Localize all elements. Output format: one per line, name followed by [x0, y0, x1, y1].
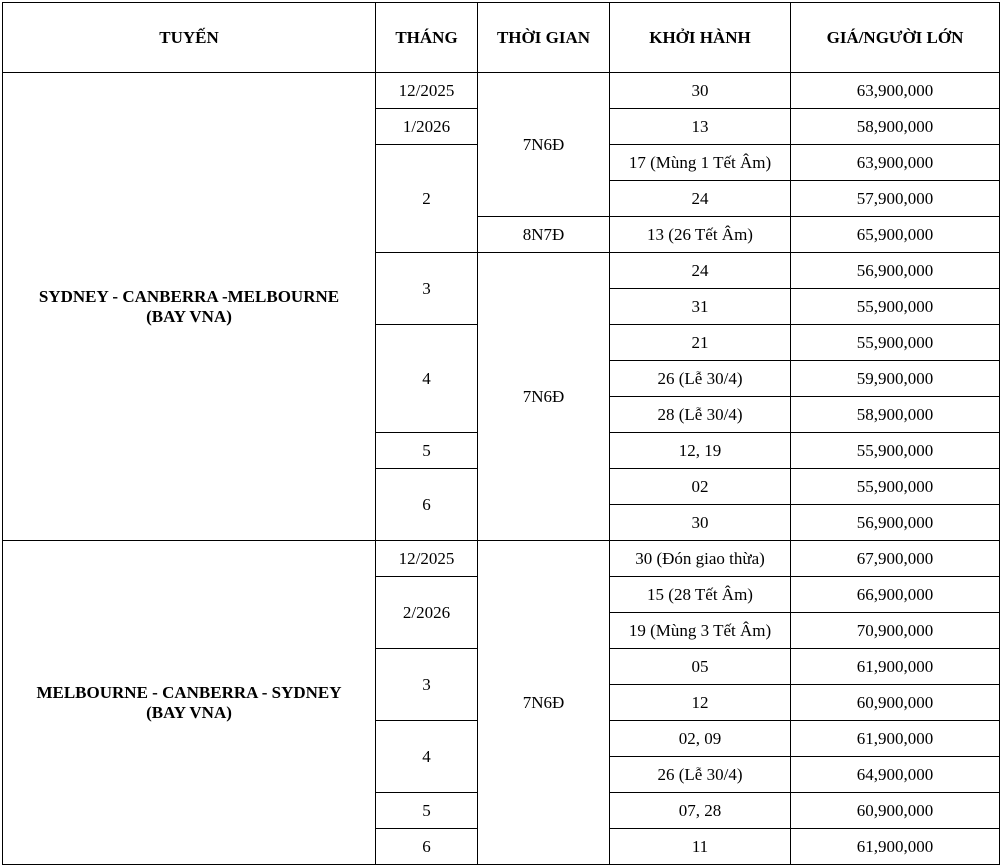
departure-cell: 30 — [610, 73, 791, 109]
departure-cell: 21 — [610, 325, 791, 361]
departure-cell: 24 — [610, 181, 791, 217]
price-cell: 59,900,000 — [791, 361, 1000, 397]
departure-cell: 30 — [610, 505, 791, 541]
price-cell: 70,900,000 — [791, 613, 1000, 649]
departure-cell: 13 — [610, 109, 791, 145]
month-cell: 2/2026 — [376, 577, 478, 649]
price-cell: 64,900,000 — [791, 757, 1000, 793]
price-cell: 66,900,000 — [791, 577, 1000, 613]
duration-cell: 7N6Đ — [478, 541, 610, 865]
duration-cell: 7N6Đ — [478, 73, 610, 217]
route-cell — [3, 73, 376, 541]
header-price: GIÁ/NGƯỜI LỚN — [791, 3, 1000, 73]
month-cell: 3 — [376, 649, 478, 721]
table-row — [3, 73, 1000, 109]
route-name: SYDNEY - CANBERRA -MELBOURNE — [38, 286, 340, 306]
price-cell: 67,900,000 — [791, 541, 1000, 577]
price-cell: 55,900,000 — [791, 325, 1000, 361]
price-cell: 61,900,000 — [791, 829, 1000, 865]
month-cell: 3 — [376, 253, 478, 325]
header-route: TUYẾN — [3, 3, 376, 73]
price-cell: 55,900,000 — [791, 433, 1000, 469]
header-duration: THỜI GIAN — [478, 3, 610, 73]
route-airline: (BAY VNA) — [146, 702, 232, 722]
departure-cell: 24 — [610, 253, 791, 289]
departure-cell: 26 (Lễ 30/4) — [610, 757, 791, 793]
price-cell: 60,900,000 — [791, 685, 1000, 721]
header-month: THÁNG — [376, 3, 478, 73]
month-cell: 4 — [376, 325, 478, 433]
month-cell: 4 — [376, 721, 478, 793]
departure-cell: 15 (28 Tết Âm) — [610, 577, 791, 613]
departure-cell: 02, 09 — [610, 721, 791, 757]
table-row — [3, 541, 1000, 577]
month-cell: 5 — [376, 433, 478, 469]
departure-cell: 12 — [610, 685, 791, 721]
departure-cell: 02 — [610, 469, 791, 505]
route-name: MELBOURNE - CANBERRA - SYDNEY — [36, 682, 342, 702]
departure-cell: 13 (26 Tết Âm) — [610, 217, 791, 253]
price-cell: 55,900,000 — [791, 469, 1000, 505]
departure-cell: 11 — [610, 829, 791, 865]
duration-cell: 7N6Đ — [478, 253, 610, 541]
price-cell: 58,900,000 — [791, 397, 1000, 433]
price-cell: 63,900,000 — [791, 73, 1000, 109]
table-header-row — [3, 3, 1000, 73]
departure-cell: 31 — [610, 289, 791, 325]
price-cell: 56,900,000 — [791, 505, 1000, 541]
header-departure: KHỞI HÀNH — [610, 3, 791, 73]
departure-cell: 28 (Lễ 30/4) — [610, 397, 791, 433]
price-cell: 61,900,000 — [791, 649, 1000, 685]
departure-cell: 05 — [610, 649, 791, 685]
departure-cell: 12, 19 — [610, 433, 791, 469]
departure-cell: 17 (Mùng 1 Tết Âm) — [610, 145, 791, 181]
month-cell: 2 — [376, 145, 478, 253]
departure-cell: 19 (Mùng 3 Tết Âm) — [610, 613, 791, 649]
price-cell: 65,900,000 — [791, 217, 1000, 253]
month-cell: 1/2026 — [376, 109, 478, 145]
tour-price-table — [2, 2, 1000, 865]
month-cell: 12/2025 — [376, 73, 478, 109]
duration-cell: 8N7Đ — [478, 217, 610, 253]
departure-cell: 26 (Lễ 30/4) — [610, 361, 791, 397]
route-cell — [3, 541, 376, 865]
month-cell: 5 — [376, 793, 478, 829]
departure-cell: 30 (Đón giao thừa) — [610, 541, 791, 577]
month-cell: 12/2025 — [376, 541, 478, 577]
price-cell: 55,900,000 — [791, 289, 1000, 325]
price-cell: 61,900,000 — [791, 721, 1000, 757]
price-cell: 60,900,000 — [791, 793, 1000, 829]
price-cell: 63,900,000 — [791, 145, 1000, 181]
month-cell: 6 — [376, 469, 478, 541]
price-cell: 58,900,000 — [791, 109, 1000, 145]
price-cell: 56,900,000 — [791, 253, 1000, 289]
route-airline: (BAY VNA) — [146, 306, 232, 326]
price-cell: 57,900,000 — [791, 181, 1000, 217]
departure-cell: 07, 28 — [610, 793, 791, 829]
month-cell: 6 — [376, 829, 478, 865]
